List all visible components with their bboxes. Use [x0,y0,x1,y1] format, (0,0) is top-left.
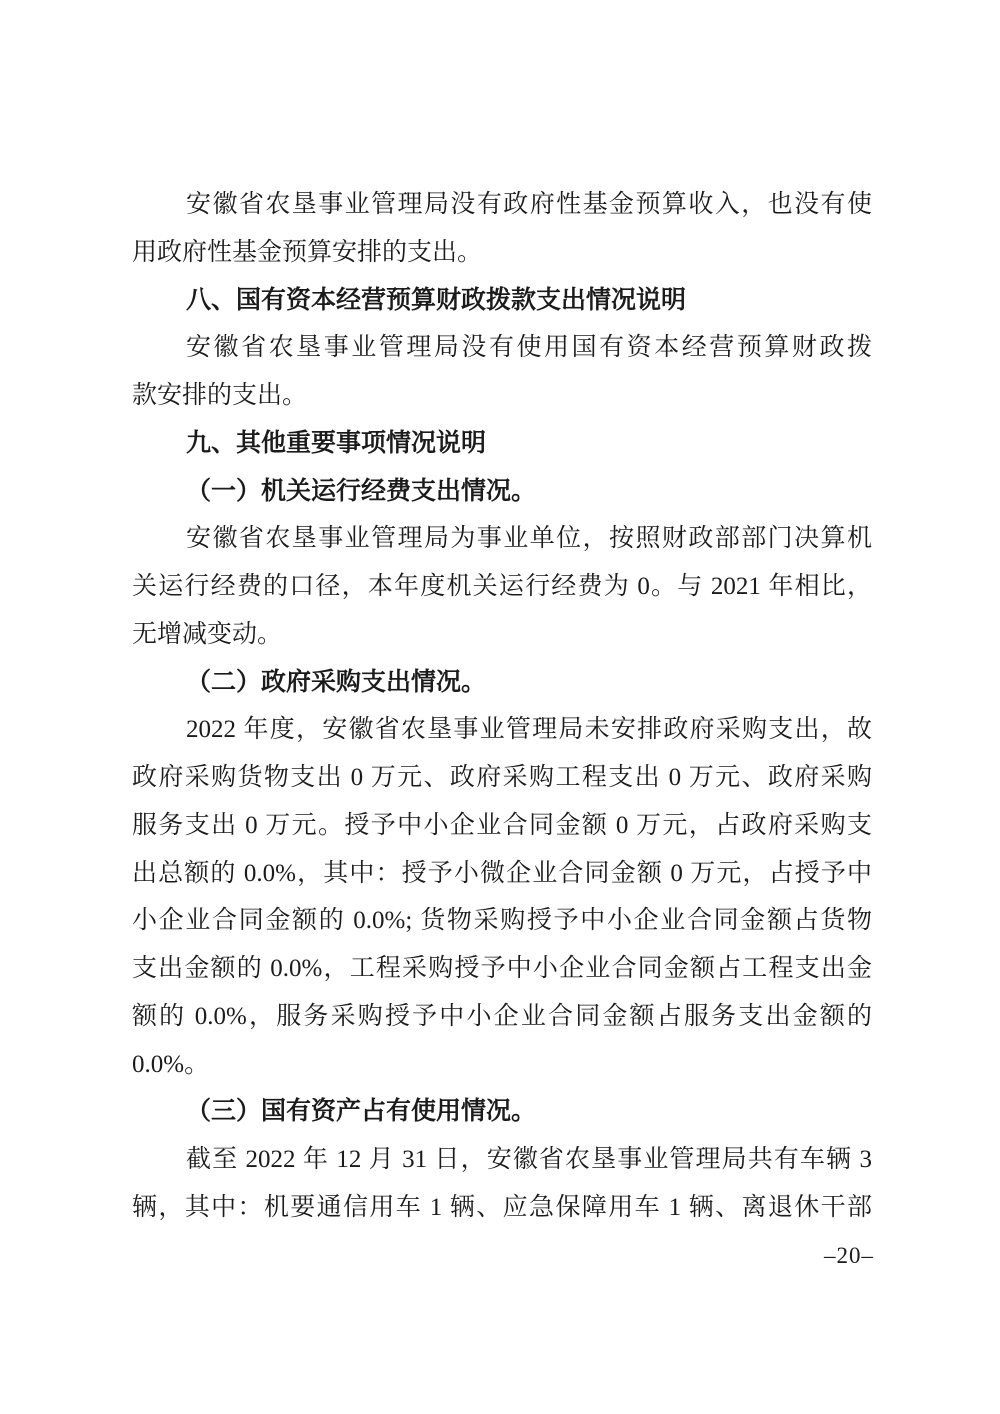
text-line: 安徽省农垦事业管理局为事业单位，按照财政部部门决算机 [186,525,872,553]
text-line: 支出金额的 0.0%，工程采购授予中小企业合同金额占工程支出金 [132,955,872,982]
text-line: 辆，其中：机要通信用车 1 辆、应急保障用车 1 辆、离退休干部 [132,1193,872,1221]
section-heading: （一）机关运行经费支出情况。 [186,477,537,505]
text-line: 出总额的 0.0%，其中：授予小微企业合同金额 0 万元，占授予中 [132,859,872,887]
text-line: 无增减变动。 [132,620,283,648]
text-line: 款安排的支出。 [132,382,308,409]
text-line: 2022 年度，安徽省农垦事业管理局未安排政府采购支出，故 [186,716,872,744]
text-line: 截至 2022 年 12 月 31 日，安徽省农垦事业管理局共有车辆 3 [186,1146,872,1173]
text-column [132,181,872,1232]
section-heading: （三）国有资产占有使用情况。 [186,1098,537,1126]
text-line: 额的 0.0%，服务采购授予中小企业合同金额占服务支出金额的 [132,1002,872,1030]
text-line: 服务支出 0 万元。授予中小企业合同金额 0 万元，占政府采购支 [132,811,872,839]
text-line: 政府采购货物支出 0 万元、政府采购工程支出 0 万元、政府采购 [132,764,872,791]
text-line: 用政府性基金预算安排的支出。 [132,238,483,266]
page-number: –20– [824,1243,874,1268]
text-line: 安徽省农垦事业管理局没有政府性基金预算收入，也没有使 [186,191,872,218]
text-line: 关运行经费的口径，本年度机关运行经费为 0。与 2021 年相比， [132,573,872,600]
section-heading: 九、其他重要事项情况说明 [186,428,487,457]
text-line: 安徽省农垦事业管理局没有使用国有资本经营预算财政拨 [186,334,872,362]
text-line: 小企业合同金额的 0.0%; 货物采购授予中小企业合同金额占货物 [132,907,872,935]
text-line: 0.0%。 [132,1050,210,1078]
section-heading: （二）政府采购支出情况。 [186,668,487,696]
section-heading: 八、国有资本经营预算财政拨款支出情况说明 [186,285,687,314]
